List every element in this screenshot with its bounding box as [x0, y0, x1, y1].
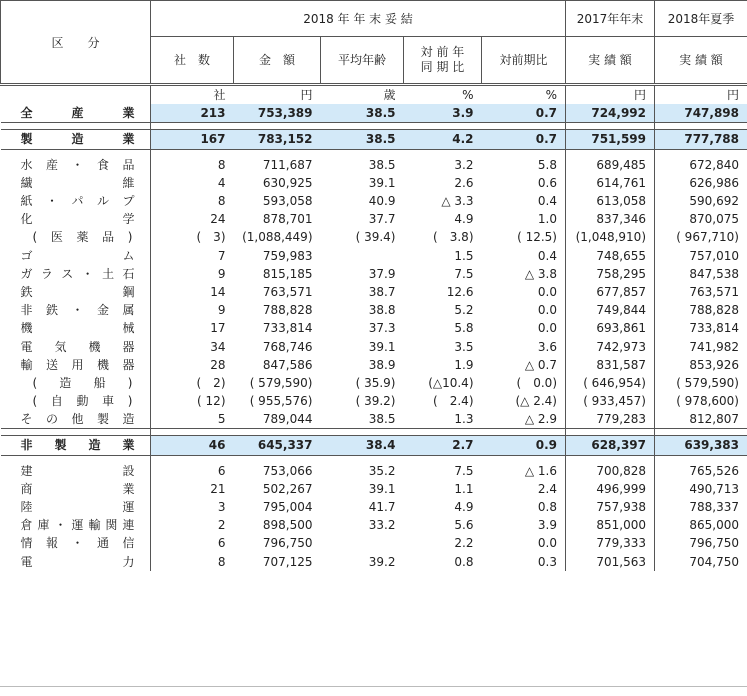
cell-col-3: 3.2 [404, 156, 482, 174]
cell-col-3: 2.7 [404, 436, 482, 455]
cell-col-0: 6 [151, 534, 234, 552]
row-label: ガ ラ ス ・ 土 石 [1, 265, 151, 283]
table-row [1, 337, 747, 355]
table-row [1, 210, 747, 228]
cell-col-0: 9 [151, 265, 234, 283]
cell-col-6: 704,750 [655, 553, 747, 571]
cell-col-0: 24 [151, 210, 234, 228]
table-row [1, 283, 747, 301]
cell-col-4: △ 2.9 [482, 410, 566, 429]
table-row [1, 192, 747, 210]
cell-col-1: 759,983 [234, 247, 321, 265]
cell-col-5: 円 [566, 85, 655, 105]
cell-col-5: ( 646,954) [566, 374, 655, 392]
row-label: ゴ ム [1, 247, 151, 265]
cell-col-3: 2.2 [404, 534, 482, 552]
subheader-6: 実 績 額 [655, 37, 747, 85]
table-row [1, 553, 747, 571]
cell-col-0: 167 [151, 130, 234, 149]
cell-col-6: ( 978,600) [655, 392, 747, 410]
cell-col-6: 796,750 [655, 534, 747, 552]
spacer-row [1, 429, 747, 436]
cell-col-6: 741,982 [655, 337, 747, 355]
row-label: 製 造 業 [1, 130, 151, 149]
cell-col-5: 748,655 [566, 247, 655, 265]
cell-col-2: 39.2 [321, 553, 404, 571]
cell-col-3: ( 2.4) [404, 392, 482, 410]
cell-col-0: 46 [151, 436, 234, 455]
cell-col-3: 5.8 [404, 319, 482, 337]
cell-col-1: 753,389 [234, 104, 321, 123]
table-row [1, 436, 747, 455]
row-label: 繊 維 [1, 174, 151, 192]
row-label: 紙 ・ パ ル プ [1, 192, 151, 210]
cell-col-2: 38.5 [321, 130, 404, 149]
cell-col-3: 4.2 [404, 130, 482, 149]
row-label: 非 鉄 ・ 金 属 [1, 301, 151, 319]
cell-col-6: 847,538 [655, 265, 747, 283]
cell-col-3: 1.9 [404, 356, 482, 374]
cell-col-0: 7 [151, 247, 234, 265]
cell-col-0: 213 [151, 104, 234, 123]
cell-col-2: 38.8 [321, 301, 404, 319]
subheader-0: 社 数 [151, 37, 234, 85]
cell-col-2: 38.5 [321, 104, 404, 123]
cell-col-4: % [482, 85, 566, 105]
cell-col-5: 677,857 [566, 283, 655, 301]
cell-col-1: 711,687 [234, 156, 321, 174]
header-category: 区 分 [1, 1, 151, 85]
row-label: 電 力 [1, 553, 151, 571]
cell-col-0: 34 [151, 337, 234, 355]
units-row [1, 85, 747, 105]
table-row [1, 392, 747, 410]
table-row [1, 498, 747, 516]
cell-col-4: △ 3.8 [482, 265, 566, 283]
cell-col-0: 28 [151, 356, 234, 374]
row-label [1, 85, 151, 105]
cell-col-5: 742,973 [566, 337, 655, 355]
row-label: ( 造 船 ) [1, 374, 151, 392]
cell-col-1: 815,185 [234, 265, 321, 283]
cell-col-0: 8 [151, 156, 234, 174]
cell-col-1: 768,746 [234, 337, 321, 355]
cell-col-0: 2 [151, 516, 234, 534]
table-row [1, 356, 747, 374]
cell-col-0: 14 [151, 283, 234, 301]
subheader-2: 平均年齢 [321, 37, 404, 85]
cell-col-6: 757,010 [655, 247, 747, 265]
cell-col-4: 3.9 [482, 516, 566, 534]
row-label: 化 学 [1, 210, 151, 228]
cell-col-3: 4.9 [404, 210, 482, 228]
cell-col-0: 6 [151, 462, 234, 480]
cell-col-5: 614,761 [566, 174, 655, 192]
table-row [1, 174, 747, 192]
cell-col-0: 5 [151, 410, 234, 429]
row-label: 建 設 [1, 462, 151, 480]
table-row [1, 104, 747, 123]
cell-col-2: 41.7 [321, 498, 404, 516]
cell-col-2: 38.9 [321, 356, 404, 374]
row-label: ( 自 動 車 ) [1, 392, 151, 410]
cell-col-0: 21 [151, 480, 234, 498]
spacer-row [1, 123, 747, 130]
cell-col-3: ( 3.8) [404, 228, 482, 246]
cell-col-1: 753,066 [234, 462, 321, 480]
cell-col-1: 645,337 [234, 436, 321, 455]
cell-col-1: ( 579,590) [234, 374, 321, 392]
cell-col-1: 878,701 [234, 210, 321, 228]
cell-col-6: 747,898 [655, 104, 747, 123]
cell-col-3: 12.6 [404, 283, 482, 301]
cell-col-4: 0.9 [482, 436, 566, 455]
cell-col-6: 円 [655, 85, 747, 105]
table-row [1, 534, 747, 552]
row-label: 情 報 ・ 通 信 [1, 534, 151, 552]
cell-col-5: 851,000 [566, 516, 655, 534]
cell-col-2: 38.5 [321, 410, 404, 429]
cell-col-4: 0.0 [482, 534, 566, 552]
cell-col-2: 38.4 [321, 436, 404, 455]
cell-col-1: 707,125 [234, 553, 321, 571]
cell-col-4: △ 0.7 [482, 356, 566, 374]
cell-col-6: 788,337 [655, 498, 747, 516]
cell-col-0: 8 [151, 192, 234, 210]
cell-col-0: 17 [151, 319, 234, 337]
cell-col-3: 1.3 [404, 410, 482, 429]
cell-col-3: 3.9 [404, 104, 482, 123]
cell-col-6: 590,692 [655, 192, 747, 210]
table-row [1, 228, 747, 246]
row-label: 全 産 業 [1, 104, 151, 123]
table-row [1, 265, 747, 283]
cell-col-4: 0.7 [482, 130, 566, 149]
cell-col-0: ( 12) [151, 392, 234, 410]
row-label: 機 械 [1, 319, 151, 337]
cell-col-1: 796,750 [234, 534, 321, 552]
cell-col-4: 0.3 [482, 553, 566, 571]
cell-col-4: 2.4 [482, 480, 566, 498]
cell-col-5: 613,058 [566, 192, 655, 210]
cell-col-5: 757,938 [566, 498, 655, 516]
cell-col-2: 37.7 [321, 210, 404, 228]
cell-col-5: 496,999 [566, 480, 655, 498]
cell-col-6: 788,828 [655, 301, 747, 319]
cell-col-1: 593,058 [234, 192, 321, 210]
subheader-4: 対前期比 [482, 37, 566, 85]
cell-col-6: ( 579,590) [655, 374, 747, 392]
cell-col-2: 37.3 [321, 319, 404, 337]
row-label: 電 気 機 器 [1, 337, 151, 355]
cell-col-6: ( 967,710) [655, 228, 747, 246]
row-label: そ の 他 製 造 [1, 410, 151, 429]
cell-col-4: 0.0 [482, 283, 566, 301]
subheader-3: 対 前 年 同 期 比 [404, 37, 482, 85]
cell-col-6: 639,383 [655, 436, 747, 455]
cell-col-2: 38.7 [321, 283, 404, 301]
cell-col-5: 837,346 [566, 210, 655, 228]
cell-col-2: 35.2 [321, 462, 404, 480]
cell-col-4: 5.8 [482, 156, 566, 174]
subheader-5: 実 績 額 [566, 37, 655, 85]
table-row [1, 301, 747, 319]
cell-col-4: 0.0 [482, 319, 566, 337]
cell-col-4: 0.0 [482, 301, 566, 319]
cell-col-6: 853,926 [655, 356, 747, 374]
header-2018-year-end: 2018 年 年 末 妥 結 [151, 1, 566, 37]
cell-col-0: 9 [151, 301, 234, 319]
cell-col-5: 831,587 [566, 356, 655, 374]
table-row [1, 410, 747, 429]
row-label: 陸 運 [1, 498, 151, 516]
cell-col-4: (△ 2.4) [482, 392, 566, 410]
cell-col-0: ( 2) [151, 374, 234, 392]
cell-col-5: ( 933,457) [566, 392, 655, 410]
cell-col-5: 779,333 [566, 534, 655, 552]
cell-col-3: △ 3.3 [404, 192, 482, 210]
cell-col-4: 0.8 [482, 498, 566, 516]
header-2017-year-end: 2017年年末 [566, 1, 655, 37]
cell-col-2: ( 35.9) [321, 374, 404, 392]
row-label: 鉄 鋼 [1, 283, 151, 301]
cell-col-6: 733,814 [655, 319, 747, 337]
table-row [1, 247, 747, 265]
row-label: 水 産 ・ 食 品 [1, 156, 151, 174]
cell-col-5: 700,828 [566, 462, 655, 480]
cell-col-2: ( 39.4) [321, 228, 404, 246]
table-row [1, 516, 747, 534]
cell-col-4: 0.4 [482, 192, 566, 210]
cell-col-1: 898,500 [234, 516, 321, 534]
cell-col-5: 724,992 [566, 104, 655, 123]
cell-col-3: (△10.4) [404, 374, 482, 392]
cell-col-2: 40.9 [321, 192, 404, 210]
subheader-1: 金 額 [234, 37, 321, 85]
cell-col-3: % [404, 85, 482, 105]
row-label: 非 製 造 業 [1, 436, 151, 455]
table-row [1, 480, 747, 498]
cell-col-6: 777,788 [655, 130, 747, 149]
cell-col-3: 1.1 [404, 480, 482, 498]
cell-col-6: 865,000 [655, 516, 747, 534]
header-2018-summer: 2018年夏季 [655, 1, 747, 37]
table-row [1, 130, 747, 149]
row-label: 輸 送 用 機 器 [1, 356, 151, 374]
cell-col-5: 693,861 [566, 319, 655, 337]
cell-col-3: 2.6 [404, 174, 482, 192]
cell-col-6: 763,571 [655, 283, 747, 301]
cell-col-1: 847,586 [234, 356, 321, 374]
cell-col-5: 701,563 [566, 553, 655, 571]
cell-col-1: 733,814 [234, 319, 321, 337]
cell-col-0: 8 [151, 553, 234, 571]
row-label: 倉 庫 ・ 運 輸 関 連 [1, 516, 151, 534]
cell-col-1: 788,828 [234, 301, 321, 319]
cell-col-1: 789,044 [234, 410, 321, 429]
cell-col-5: 628,397 [566, 436, 655, 455]
cell-col-1: 502,267 [234, 480, 321, 498]
cell-col-1: 円 [234, 85, 321, 105]
cell-col-5: 751,599 [566, 130, 655, 149]
cell-col-5: 779,283 [566, 410, 655, 429]
cell-col-4: 0.4 [482, 247, 566, 265]
cell-col-4: 3.6 [482, 337, 566, 355]
cell-col-4: 0.7 [482, 104, 566, 123]
cell-col-6: 490,713 [655, 480, 747, 498]
cell-col-2: 39.1 [321, 174, 404, 192]
cell-col-1: 763,571 [234, 283, 321, 301]
cell-col-6: 765,526 [655, 462, 747, 480]
cell-col-3: 4.9 [404, 498, 482, 516]
cell-col-4: ( 12.5) [482, 228, 566, 246]
cell-col-1: (1,088,449) [234, 228, 321, 246]
cell-col-6: 626,986 [655, 174, 747, 192]
cell-col-5: (1,048,910) [566, 228, 655, 246]
cell-col-4: 1.0 [482, 210, 566, 228]
cell-col-4: ( 0.0) [482, 374, 566, 392]
cell-col-3: 7.5 [404, 462, 482, 480]
cell-col-0: 4 [151, 174, 234, 192]
cell-col-5: 689,485 [566, 156, 655, 174]
cell-col-2: 39.1 [321, 480, 404, 498]
cell-col-2: 39.1 [321, 337, 404, 355]
cell-col-1: 795,004 [234, 498, 321, 516]
cell-col-4: △ 1.6 [482, 462, 566, 480]
cell-col-0: 3 [151, 498, 234, 516]
cell-col-3: 5.6 [404, 516, 482, 534]
cell-col-0: ( 3) [151, 228, 234, 246]
cell-col-6: 870,075 [655, 210, 747, 228]
table-row [1, 319, 747, 337]
table-row [1, 156, 747, 174]
cell-col-1: 630,925 [234, 174, 321, 192]
cell-col-3: 3.5 [404, 337, 482, 355]
cell-col-2: ( 39.2) [321, 392, 404, 410]
cell-col-1: 783,152 [234, 130, 321, 149]
cell-col-1: ( 955,576) [234, 392, 321, 410]
table-row [1, 374, 747, 392]
cell-col-6: 812,807 [655, 410, 747, 429]
cell-col-2 [321, 534, 404, 552]
cell-col-2: 38.5 [321, 156, 404, 174]
cell-col-5: 758,295 [566, 265, 655, 283]
cell-col-4: 0.6 [482, 174, 566, 192]
cell-col-3: 5.2 [404, 301, 482, 319]
table-header [1, 1, 747, 85]
row-label: 商 業 [1, 480, 151, 498]
cell-col-2 [321, 247, 404, 265]
cell-col-3: 0.8 [404, 553, 482, 571]
cell-col-2: 33.2 [321, 516, 404, 534]
table-row [1, 462, 747, 480]
cell-col-2: 37.9 [321, 265, 404, 283]
cell-col-5: 749,844 [566, 301, 655, 319]
cell-col-2: 歳 [321, 85, 404, 105]
cell-col-3: 7.5 [404, 265, 482, 283]
cell-col-0: 社 [151, 85, 234, 105]
row-label: ( 医 薬 品 ) [1, 228, 151, 246]
cell-col-6: 672,840 [655, 156, 747, 174]
cell-col-3: 1.5 [404, 247, 482, 265]
